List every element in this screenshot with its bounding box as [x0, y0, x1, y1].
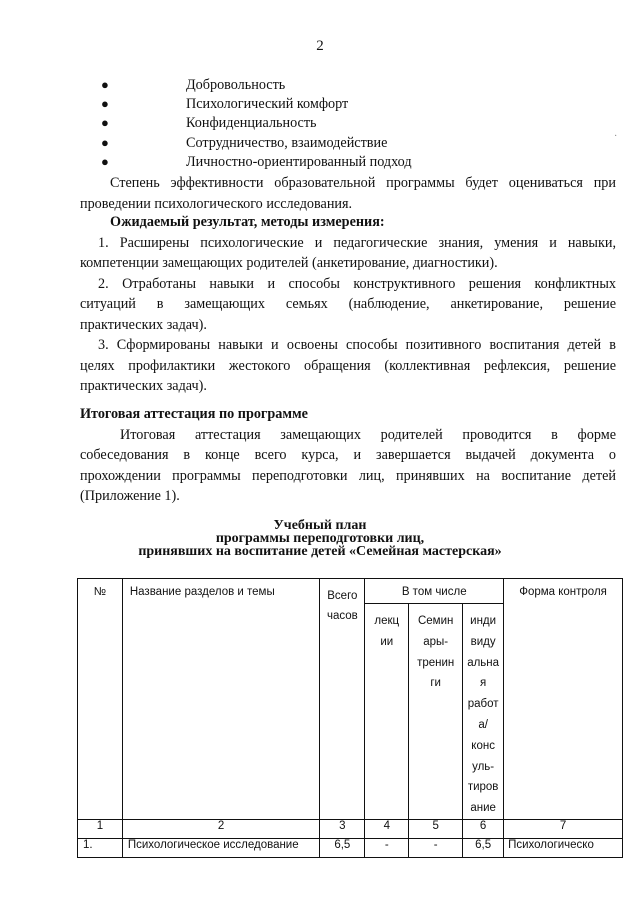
header-lectures: лекц ии	[365, 604, 409, 820]
bullet-icon: ●	[101, 135, 109, 150]
bullet-icon: ●	[101, 96, 109, 111]
attestation-heading: Итоговая аттестация по программе	[80, 406, 308, 422]
list-item: ● Сотрудничество, взаимодействие	[101, 135, 388, 151]
attestation-section: Итоговая аттестация по программе Итоговая аттестация замещающих родителей проводится в форме собеседования в конце всего курса, и завершается выдачей документа о прохождении программы переподготовки лиц, принявших на воспитание детей (Приложение 1).	[80, 406, 616, 504]
list-item: ● Психологический комфорт	[101, 96, 349, 112]
expected-heading: Ожидаемый результат, методы измерения:	[110, 214, 385, 230]
bullet-icon: ●	[101, 77, 109, 92]
header-seminars: Семин ары- тренин ги	[409, 604, 463, 820]
column-number-row: 1 2 3 4 5 6 7	[78, 819, 623, 838]
expected-results: Ожидаемый результат, методы измерения: 1. Расширены психологические и педагогические знания, умения и навыки, компетенции замещающих родителей (анкетирование, диагностики). 2. Отработаны навыки и способы конструктивного решения конфликтных ситуаций в замещающих семьях (наблюдение, анкетирование, решение практических задач). 3. Сформированы навыки и освоены способы позитивного воспитания детей в целях профилактики жестокого обращения (коллективная рефлексия, решение практических задач).	[80, 214, 616, 394]
table-row: 1. Психологическое исследование 6,5 - - 6,5 Психологическо	[78, 838, 623, 857]
bullet-icon: ●	[101, 154, 109, 169]
bullet-icon: ●	[101, 115, 109, 130]
header-control: Форма контроля	[504, 579, 623, 820]
efficiency-paragraph: Степень эффективности образовательной программы будет оцениваться при проведении психологического исследования.	[80, 175, 616, 212]
plan-table	[77, 578, 623, 858]
header-name: Название разделов и темы	[122, 579, 320, 820]
header-total: Всего часов	[320, 579, 365, 820]
list-item: ● Личностно-ориентированный подход	[101, 154, 412, 170]
scan-mark: ·	[614, 131, 618, 142]
list-item: ● Добровольность	[101, 77, 286, 93]
page-number: 2	[316, 38, 324, 54]
header-num: №	[78, 579, 123, 820]
header-including: В том числе	[365, 579, 504, 604]
header-individual: инди виду альна я работ а/ конс уль- тиров ание	[463, 604, 504, 820]
plan-title: Учебный план программы переподготовки лиц, принявших на воспитание детей «Семейная мастерская»	[138, 518, 502, 559]
list-item: ● Конфиденциальность	[101, 115, 317, 131]
